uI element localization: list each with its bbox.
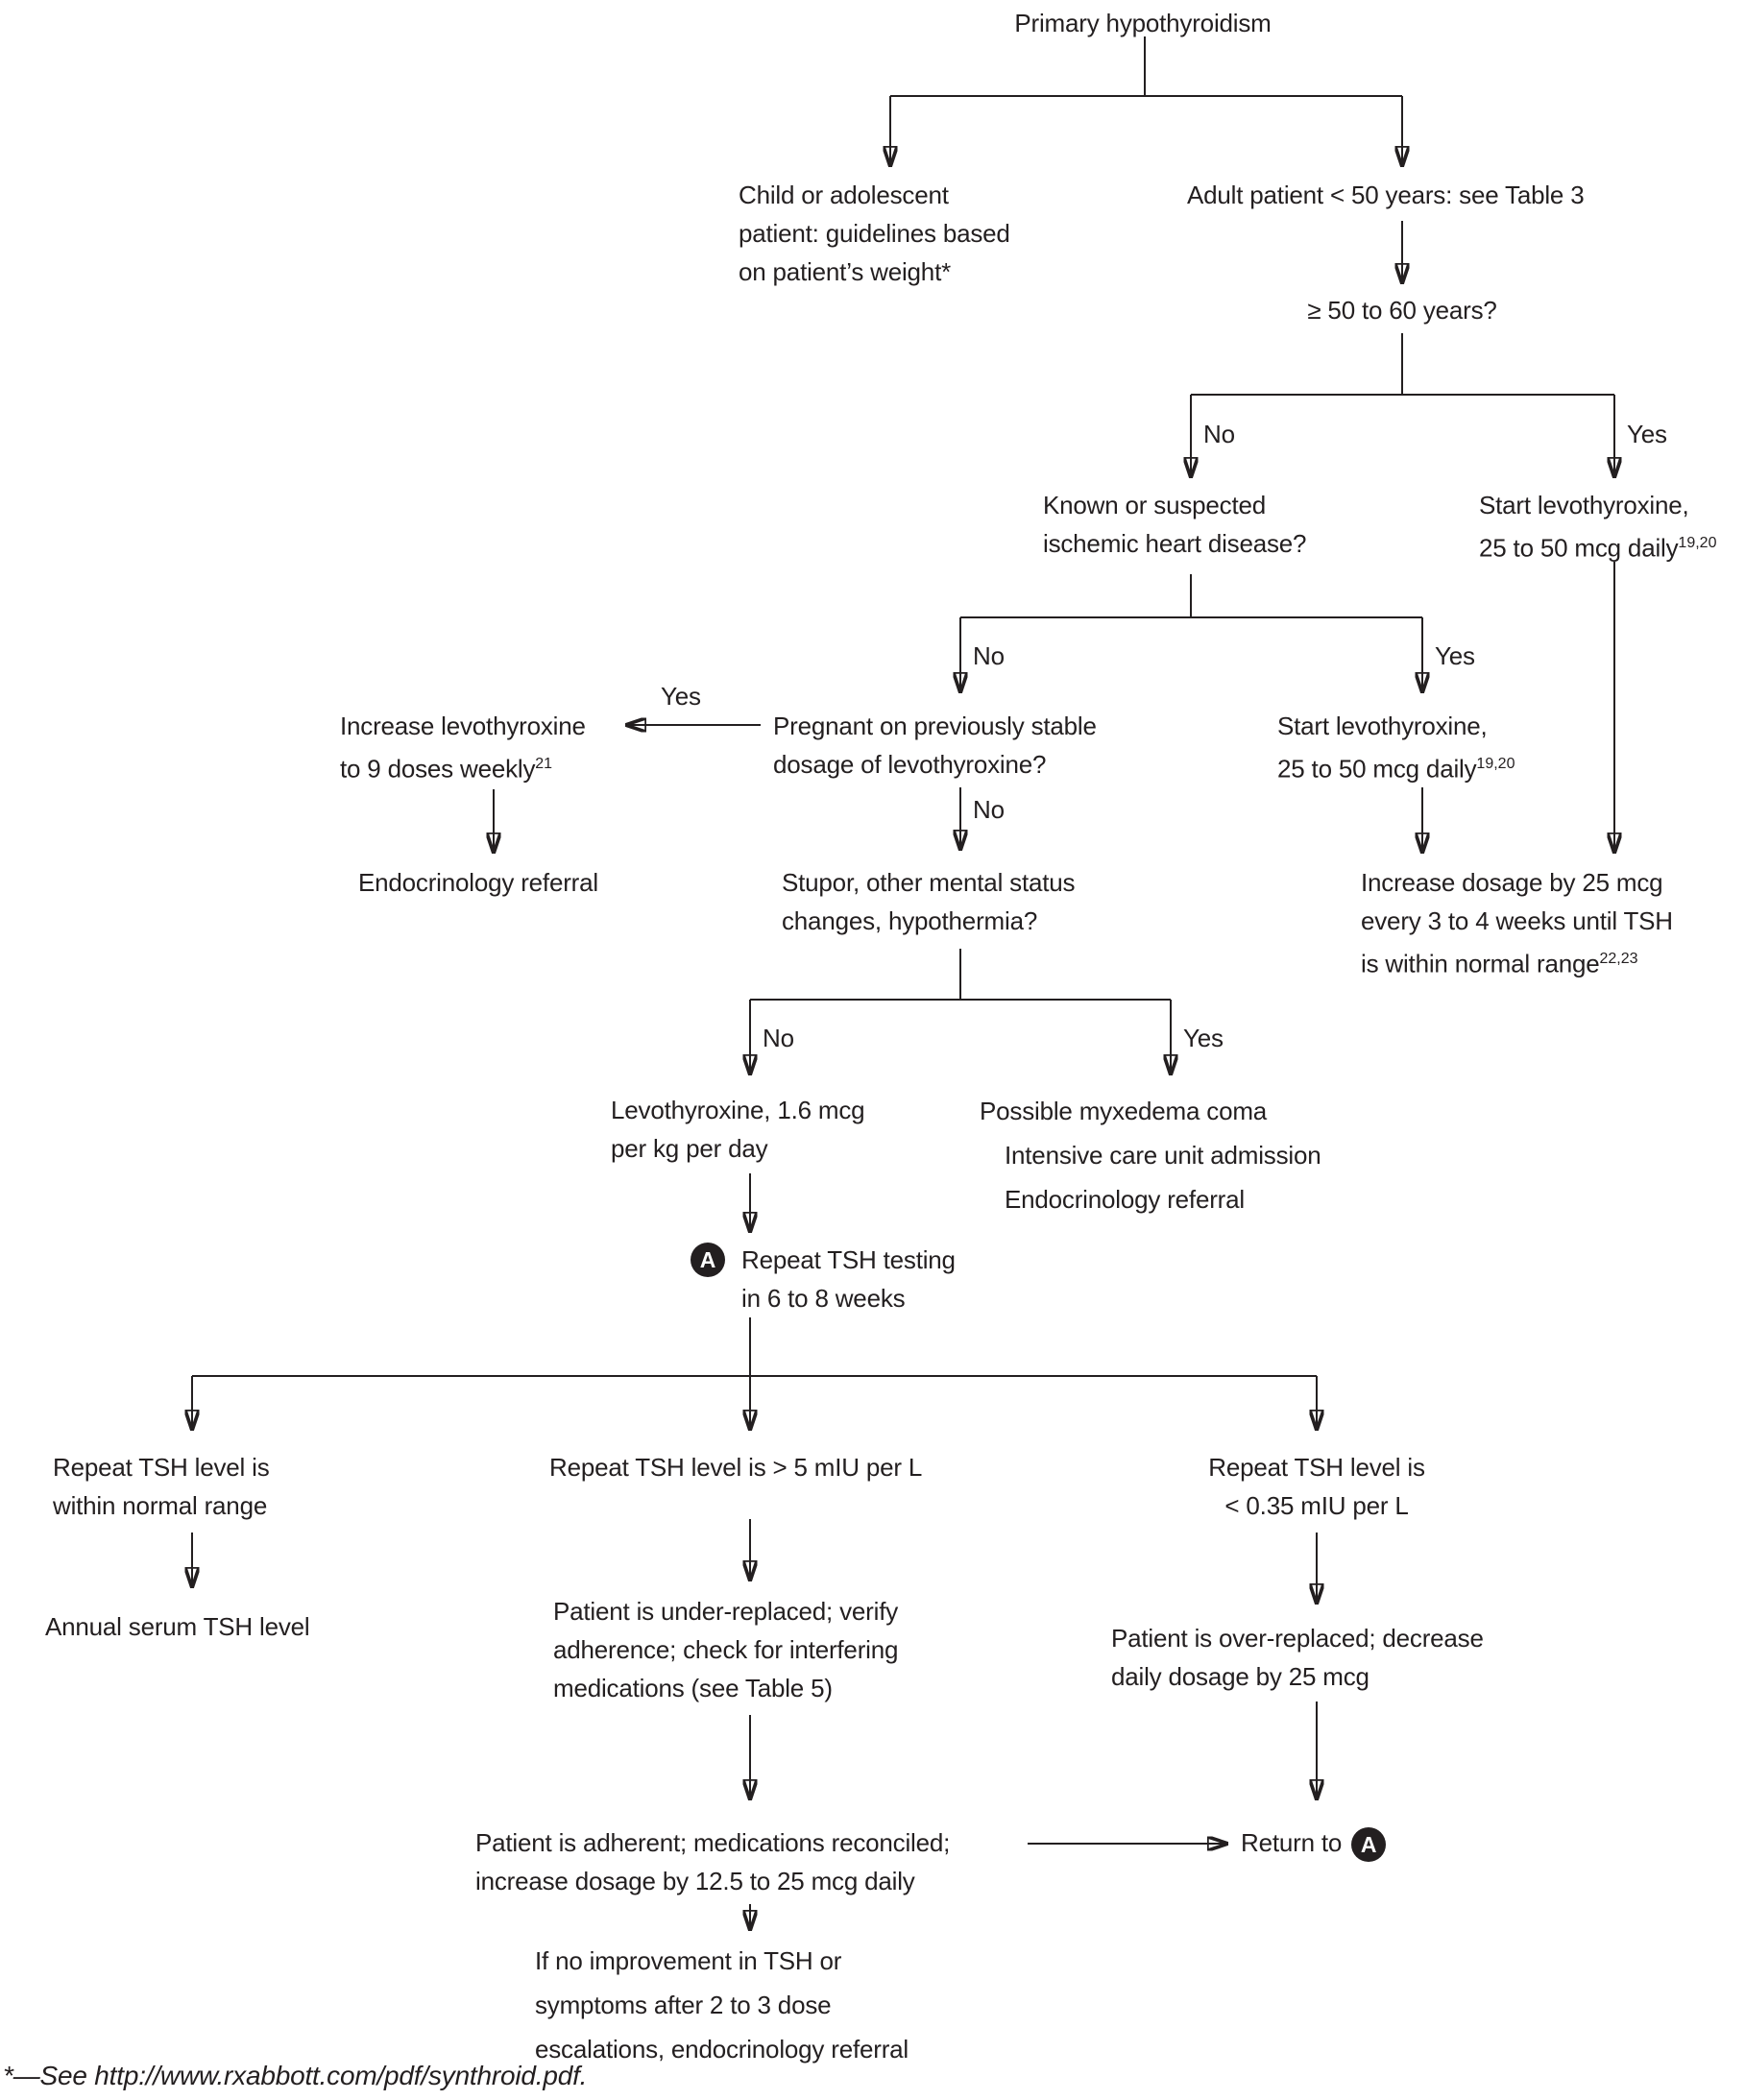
text-line: Repeat TSH testing (741, 1245, 956, 1274)
branch-label-no-4: No (763, 1024, 794, 1052)
text-line: Possible myxedema coma (980, 1097, 1268, 1125)
text-line: symptoms after 2 to 3 dose (535, 1991, 832, 2019)
node-return-to-a (1241, 1823, 1386, 1862)
branch-label-no-1: No (1203, 420, 1235, 448)
node-start-levothyroxine-right (1479, 486, 1716, 567)
node-under-replaced (553, 1592, 898, 1707)
text-line: in 6 to 8 weeks (741, 1284, 906, 1313)
text-line: Child or adolescent (739, 181, 949, 209)
node-adult-patient (1187, 176, 1584, 214)
text-line: ischemic heart disease? (1043, 529, 1307, 558)
node-child-adolescent (739, 176, 1010, 291)
node-levothyroxine-1-6-mcg (611, 1091, 864, 1168)
node-annual-serum-tsh (45, 1607, 309, 1646)
text-line: Start levothyroxine, (1479, 491, 1689, 519)
text-line: Repeat TSH level is (1208, 1453, 1425, 1482)
text-line: Patient is under-replaced; verify (553, 1597, 899, 1626)
node-possible-myxedema-coma (980, 1089, 1321, 1221)
text-line: Patient is over-replaced; decrease (1111, 1624, 1484, 1653)
reference-superscript: 22,23 (1599, 951, 1638, 967)
branch-label-yes-4: Yes (1183, 1024, 1224, 1052)
node-pregnant-stable-dosage (773, 707, 1097, 784)
node-increase-levothyroxine-9-doses (340, 707, 586, 788)
text-line: is within normal range$^{22,23}$ (1361, 949, 1638, 978)
text-line: Repeat TSH level is > 5 mIU per L (549, 1453, 923, 1482)
node-tsh-above-5 (549, 1448, 922, 1486)
node-start-levothyroxine-mid (1277, 707, 1515, 788)
text-line: Increase dosage by 25 mcg (1361, 868, 1663, 897)
node-primary-hypothyroidism (1014, 4, 1271, 42)
node-endocrinology-referral-left (358, 863, 598, 902)
node-tsh-within-normal-range (53, 1448, 270, 1525)
node-tsh-below-0-35 (1208, 1448, 1425, 1525)
text-line: changes, hypothermia? (782, 906, 1038, 935)
branch-label-no-2: No (973, 641, 1005, 670)
node-age-50-60 (1307, 291, 1496, 329)
node-over-replaced (1111, 1619, 1484, 1696)
text-line: Stupor, other mental status (782, 868, 1076, 897)
branch-label-yes-3: Yes (661, 682, 701, 711)
text-line: Primary hypothyroidism (1014, 9, 1272, 37)
text-line: Repeat TSH level is (53, 1453, 270, 1482)
text-line: Endocrinology referral (358, 868, 598, 897)
text-line: to 9 doses weekly$^{21}$ (340, 754, 553, 784)
text-line: adherence; check for interfering (553, 1635, 899, 1664)
text-line: daily dosage by 25 mcg (1111, 1662, 1369, 1691)
text-line: 25 to 50 mcg daily$^{19,20}$ (1277, 754, 1515, 784)
text-line: Intensive care unit admission (1005, 1141, 1321, 1170)
text-line: Start levothyroxine, (1277, 712, 1488, 740)
text-line: Return to A (1241, 1823, 1386, 1862)
text-line: Increase levothyroxine (340, 712, 586, 740)
text-line: escalations, endocrinology referral (535, 2035, 909, 2064)
node-ischemic-heart-disease (1043, 486, 1306, 563)
text-line: dosage of levothyroxine? (773, 750, 1047, 779)
text-line: on patient’s weight* (739, 257, 952, 286)
text-line: ≥ 50 to 60 years? (1307, 296, 1497, 325)
text-line: within normal range (53, 1491, 268, 1520)
node-stupor-hypothermia (782, 863, 1075, 940)
node-repeat-tsh-testing (741, 1241, 956, 1317)
text-line: Adult patient < 50 years: see Table 3 (1187, 181, 1585, 209)
text-line: If no improvement in TSH or (535, 1946, 842, 1975)
reference-superscript: 21 (535, 756, 553, 772)
text-line: 25 to 50 mcg daily$^{19,20}$ (1479, 533, 1717, 563)
branch-label-yes-1: Yes (1627, 420, 1667, 448)
text-line: Patient is adherent; medications reconciled; (475, 1828, 951, 1857)
badge-a-reference: A (1351, 1827, 1386, 1862)
node-adherent-reconciled (475, 1823, 950, 1900)
branch-label-no-3: No (973, 795, 1005, 824)
text-line: medications (see Table 5) (553, 1674, 833, 1702)
node-increase-dosage-25mcg (1361, 863, 1673, 983)
text-line: every 3 to 4 weeks until TSH (1361, 906, 1673, 935)
footnote-synthroid-url: *—See http://www.rxabbott.com/pdf/synthroid.pdf. (3, 2061, 588, 2090)
text-line: Endocrinology referral (1005, 1185, 1245, 1214)
badge-a-marker: A (691, 1243, 725, 1277)
text-line: < 0.35 mIU per L (1224, 1491, 1409, 1520)
text-line: increase dosage by 12.5 to 25 mcg daily (475, 1867, 915, 1895)
text-line: Pregnant on previously stable (773, 712, 1097, 740)
text-line: per kg per day (611, 1134, 768, 1163)
reference-superscript: 19,20 (1678, 535, 1717, 551)
reference-superscript: 19,20 (1476, 756, 1515, 772)
branch-label-yes-2: Yes (1435, 641, 1475, 670)
text-line: Levothyroxine, 1.6 mcg (611, 1096, 865, 1124)
text-line: patient: guidelines based (739, 219, 1010, 248)
text-line: Annual serum TSH level (45, 1612, 310, 1641)
node-no-improvement (535, 1939, 909, 2071)
text-line: Known or suspected (1043, 491, 1266, 519)
